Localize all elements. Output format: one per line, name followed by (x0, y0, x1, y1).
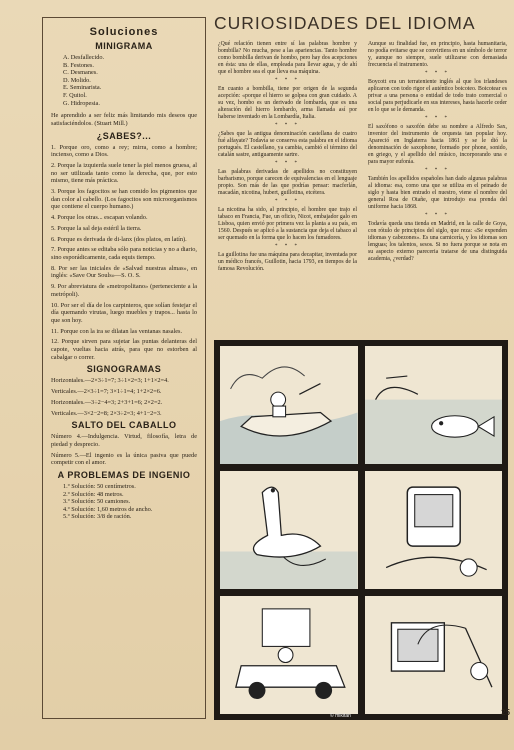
separator-stars: * * * (275, 199, 300, 204)
salto-title: SALTO DEL CABALLO (71, 420, 177, 431)
quote: He aprendido a ser feliz más limitando mis deseos que satisfaciéndolos. (Stuart Mill.) (51, 112, 197, 127)
separator-stars: * * * (275, 78, 300, 83)
article-paragraph: ¿Sabes que la antigua denominación castellana de cuatro fué alfayate? Todavía se conserva esta palabra en el idioma portugués. El castellano, ya cambia, cambió el término del catalán sastre, antiguamente sartre. (218, 131, 357, 158)
separator-stars: * * * (425, 71, 450, 76)
boat-cartoon-icon (220, 346, 358, 464)
separator-stars: * * * (425, 116, 450, 121)
bird-cartoon-icon (220, 471, 358, 589)
list-item: 1. Porque oro, como a rey; mirra, como a hombre; incienso, como a Dios. (51, 143, 197, 159)
article-paragraph: La nicotina ha sido, al principio, el hombre que trajo el tabaco en Francia, Fue, un oficio, Nicot, embajador galo en Lisboa, quien envió por primera vez la planta a su país, en 1560. Después se aplicó a la sustancia que deja el tabaco al ser quemado en la forma que lo hacen los fumadores. (218, 207, 357, 241)
soluciones-title: Soluciones (89, 26, 159, 38)
fish-cartoon-icon (365, 346, 503, 464)
salto-list (51, 433, 197, 467)
list-item: Número 4.—Indulgencia. Virtud, filosofía, letra de piedad y desprecio. (51, 433, 197, 448)
cartoon-panel-fisherman (365, 596, 503, 714)
article-paragraph: En cuanto a bombilla, tiene por origen de la segunda acepción: «porque el hierro se golpea con gran cuidado. A su vez, hombo es un derivado de lombarda, que es una alteración del hierro lombardo, arma llamada así por haberse inventado en la Lombardía, Italia. (218, 86, 357, 120)
car-cartoon-icon (220, 596, 358, 714)
list-item: Verticales.—3×2−2=8; 2×3÷2=3; 4+1−2=3. (51, 409, 162, 417)
sabes-list (51, 144, 197, 362)
list-item: 5.º Solución: 3/8 de ración. (63, 513, 132, 521)
list-item: F. Quitol. (63, 91, 87, 99)
list-item: Horizontales.—2×3÷1=7; 3÷1×2=3; 1+1×2=4. (51, 377, 169, 385)
article-paragraph: La guillotina fue una máquina para decapitar, inventada por un médico francés, Guillotin, hacia 1793, en tiempos de la famosa Revolución. (218, 252, 357, 272)
separator-stars: * * * (425, 168, 450, 173)
article-paragraph: También los apellidos españoles han dado algunas palabras al idioma: esa, como una que se utiliza en el peinado de siglo y hasta bien entrado el nuestro, viene el nombre del general Roa de Otañe, que introdujo esa prenda del uniforme hacia 1868. (368, 176, 507, 210)
cartoon-panel-boat (220, 346, 358, 464)
separator-stars: * * * (425, 213, 450, 218)
list-item: 10. Por ser el día de los carpinteros, que solían festejar el día quemando virutas, luego muebles y trapos... hasta lo que son hoy. (51, 301, 197, 324)
ingenio-list (51, 483, 197, 521)
list-item: 2.º Solución: 48 metros. (63, 490, 124, 498)
article-paragraph: Boycott era un terrateniente inglés al que los irlandeses aplicaron con todo rigor el auténtico boicoteo. Boicotear es privar a una persona o entidad de todo trato comercial o social para perjudicarle en sus intereses, hasta hacerle ceder en lo que se le demanda. (368, 79, 507, 113)
list-item: 6. Porque es derivada de di-lanx (dos platos, en latín). (51, 235, 187, 243)
list-item: 3.º Solución: 50 camiones. (63, 498, 131, 506)
list-item: 7. Porque antes se editaba sólo para noticias y no a diario, sino esporádicamente, cada equis tiempo. (51, 246, 197, 261)
fisherman-cartoon-icon (365, 596, 503, 714)
television-cartoon-icon (365, 471, 503, 589)
list-item: Horizontales.—3÷2−4=3; 2+3+1=6; 2×2=2. (51, 398, 163, 406)
signogramas-title: SIGNOGRAMAS (86, 364, 162, 375)
signogramas-list (51, 377, 197, 417)
list-item: 9. Por abreviatura de «metropolitano» (perteneciente a la metrópoli). (51, 283, 197, 298)
list-item: Número 5.—El ingenio es la única pasiva que puede competir con el amor. (51, 451, 197, 467)
list-item: Verticales.—2×3÷1=7; 3×1÷1=4; 1+2×2=6. (51, 388, 162, 396)
cartoon-panel-car (220, 596, 358, 714)
minigrama-title: MINIGRAMA (95, 41, 153, 51)
article-paragraph: Aunque su finalidad fue, en principio, hasta humanitaria, no podía evitarse que se convirtiera en un símbolo de terror y, aunque no siempre, suele utilizarse con demasiada frecuencia el instrumento. (368, 41, 507, 68)
sabes-title: ¿SABES?... (96, 130, 152, 141)
cartoon-strip (214, 340, 508, 720)
separator-stars: * * * (275, 161, 300, 166)
cartoon-credit: © mikitan (330, 713, 351, 719)
list-item: 4. Porque los otras... escapan volando. (51, 214, 148, 222)
list-item: 5. Porque la sal deja estéril la tierra. (51, 224, 142, 232)
list-item: 1.º Solución: 50 centímetros. (63, 483, 136, 491)
article-paragraph: Todavía queda una tienda en Madrid, en la calle de Goya, con rótulo de principios del siglo, que reza: «Se expenden idiomas y cabezones». Es una carnicería, y los idiomas son lenguas; los talentos, sesos. Si no fuera porque se nota en su aspecto externo pareceria tratarse de una distinguida academia, ¿verdad? (368, 221, 507, 262)
list-item: 8. Por ser las iniciales de «Salvad nuestras almas», en inglés: «Save Our Souls»—S. O. S. (51, 264, 197, 280)
separator-stars: * * * (275, 244, 300, 249)
article-column-1 (218, 41, 357, 275)
list-item: B. Festones. (63, 61, 94, 69)
ingenio-title: A PROBLEMAS DE INGENIO (57, 470, 191, 481)
separator-stars: * * * (275, 123, 300, 128)
list-item: 12. Porque sirven para sujetar las puntas delanteras del capote, vueltas hacia atrás, para que no estorben al cabalgar o correr. (51, 338, 197, 361)
list-item: 3. Porque los fagocitos se han comido los pigmentos que dan color al cabello. (Los fagocitos son microorganismos que contiene el cuerpo humano.) (51, 188, 197, 211)
page-number: 25 (501, 708, 510, 717)
article-column-2 (368, 41, 507, 265)
article-paragraph: ¿Qué relación tienen entre sí las palabras hombre y bombilla? No mucha, pese a las apariencias. Tanto hombre como bombilla derivan de hombo, pero hay dos acepciones en ésta: una de ellas, empleada para llevar agua, y de ahí que el hombre sea el que lleva esa máquina. (218, 41, 357, 75)
article-paragraph: Las palabras derivadas de apellidos no constituyen barbarismo, porque carecen de equivalencias en el lenguaje propio. Son más de las que podrías pensar: macferlán, macadán, nicotina, hubert, guillotina, etcétera. (218, 169, 357, 196)
solutions-box (42, 17, 206, 719)
article-paragraph: El saxófono o saxofón debe su nombre a Alfredo Sax, inventor del instrumento de orquesta tan popular hoy. Apareció en Inglaterra hacia 1861 y se le dió la denominación de saxophone, formado por phone, sonido, en griego, y el apellido del músico, incorporando una e para mayor eufonía. (368, 124, 507, 165)
list-item: 2. Porque la izquierda suele tener la piel menos gruesa, al no ser utilizada tanto como la derecha, que, por esto mismo, tiene más práctica. (51, 161, 197, 185)
cartoon-panel-bird (220, 471, 358, 589)
list-item: 4.º Solución: 1,60 metros de ancho. (63, 505, 153, 513)
page-title: CURIOSIDADES DEL IDIOMA (214, 13, 476, 33)
list-item: E. Seminarista. (63, 84, 102, 92)
list-item: D. Molido. (63, 76, 91, 84)
list-item: C. Desmanes. (63, 69, 98, 77)
list-item: 11. Porque con la ira se dilatan las ventanas nasales. (51, 327, 183, 335)
list-item: G. Hidropesia. (63, 99, 100, 107)
cartoon-panel-tv (365, 471, 503, 589)
list-item: A. Desfallecido. (63, 54, 105, 61)
minigrama-list (51, 54, 197, 107)
cartoon-panel-fish (365, 346, 503, 464)
